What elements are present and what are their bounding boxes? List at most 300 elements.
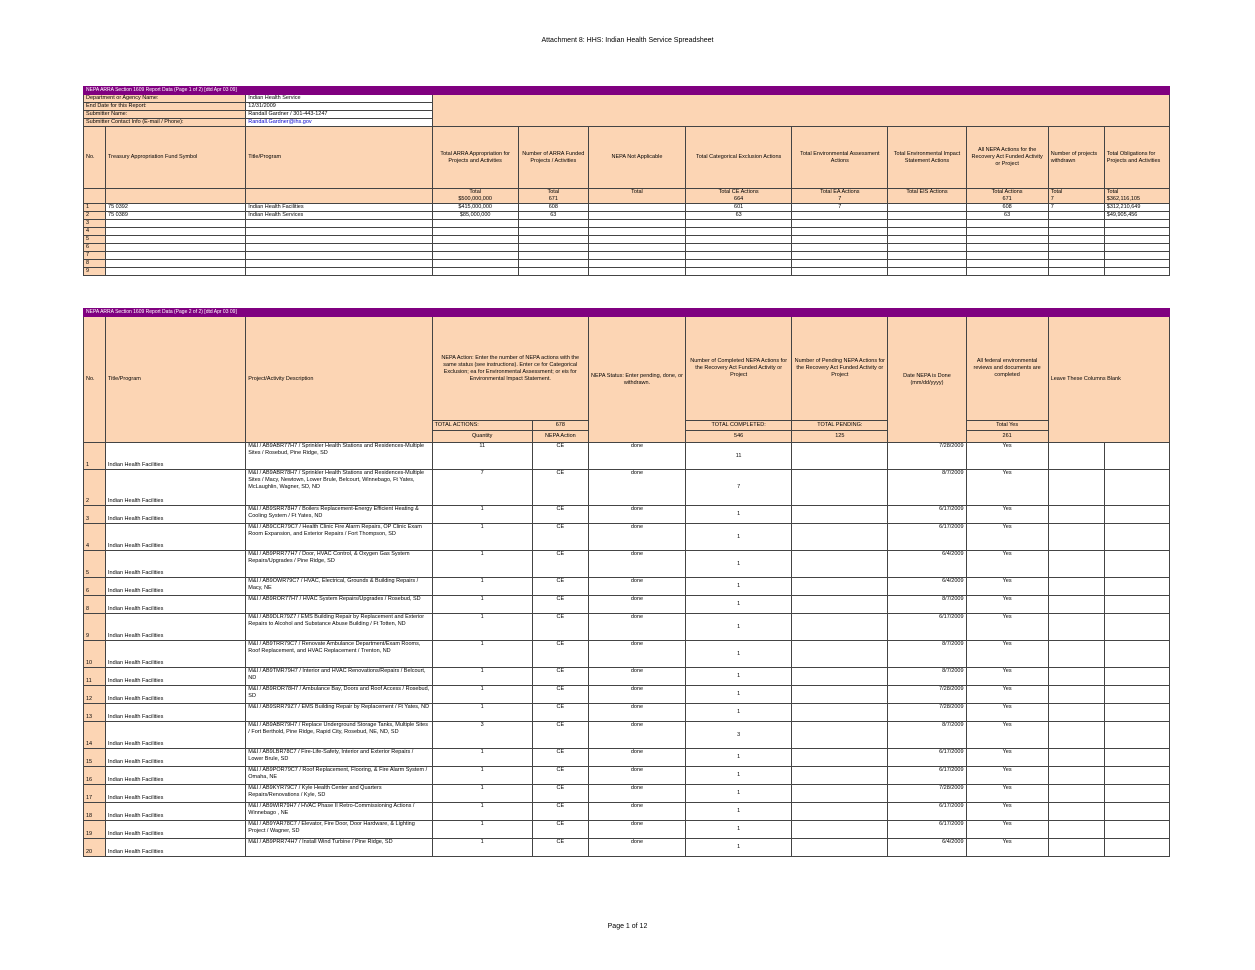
row-completed: 1 (686, 686, 792, 704)
row-blank (1048, 722, 1104, 749)
table-cell-obligations: $49,905,456 (1104, 212, 1169, 220)
row-status: done (588, 668, 685, 686)
row-blank (1104, 686, 1169, 704)
totals-label: Total (547, 189, 560, 195)
row-pending (792, 803, 888, 821)
table-cell-title: Indian Health Services (246, 212, 432, 220)
report-table-part1 (83, 86, 1170, 276)
row-pending (792, 668, 888, 686)
table-cell-ea (792, 220, 888, 228)
row-date: 6/17/2009 (888, 614, 966, 641)
row-blank (1048, 668, 1104, 686)
totals-value: $362,116,105 (1106, 196, 1141, 202)
row-quantity: 1 (432, 614, 532, 641)
row-completed: 1 (686, 749, 792, 767)
totals-value: 7 (838, 196, 842, 202)
row-status: done (588, 803, 685, 821)
table-cell-obligations (1104, 260, 1169, 268)
row-description: M&I / AB9ABR78H7 / Sprinkler Health Stations and Residences-Multiple Sites / Macy, Newtown, Lower Brule, Belcourt, Winnebago, Ft Yates, McLaughlin, Wagner, SD, ND (246, 470, 432, 506)
row-quantity: 1 (432, 551, 532, 578)
table-cell-title (246, 228, 432, 236)
row-pending (792, 578, 888, 596)
table-cell-na (588, 252, 685, 260)
row-pending (792, 785, 888, 803)
totals-cell (1048, 189, 1104, 204)
table-cell-tafs (106, 220, 246, 228)
table-cell-withdrawn: 7 (1048, 204, 1104, 212)
row-description: M&I / AB9SRR79Z7 / EMS Building Repair by Replacement / Ft Yates, ND (246, 704, 432, 722)
column-header: Total ARRA Appropriation for Projects and Activities (432, 127, 518, 189)
row-number: 1 (84, 443, 106, 470)
column-header-desc: Project/Activity Description (246, 317, 432, 443)
table-cell-funded (518, 260, 588, 268)
totals-reviews-label: Total Yes (966, 421, 1048, 431)
column-header-blank: Leave These Columns Blank (1048, 317, 1169, 443)
row-description: M&I / AB9PRR77H7 / Door, HVAC Control, & Oxygen Gas System Repairs/Upgrades / Pine Ridge, SD (246, 551, 432, 578)
table-cell-funded: 608 (518, 204, 588, 212)
row-completed: 1 (686, 704, 792, 722)
row-title: Indian Health Facilities (106, 641, 246, 668)
row-blank (1048, 578, 1104, 596)
row-completed: 1 (686, 668, 792, 686)
row-quantity: 1 (432, 821, 532, 839)
row-pending (792, 767, 888, 785)
table-cell-withdrawn (1048, 228, 1104, 236)
row-completed: 1 (686, 839, 792, 857)
row-nepa-action: CE (532, 839, 588, 857)
row-blank (1104, 524, 1169, 551)
row-reviews-done: Yes (966, 722, 1048, 749)
row-completed: 1 (686, 821, 792, 839)
row-completed: 1 (686, 614, 792, 641)
row-description: M&I / AB9LBR78C7 / Fire-Life-Safety, Interior and Exterior Repairs / Lower Brule, SD (246, 749, 432, 767)
row-number: 17 (84, 785, 106, 803)
row-title: Indian Health Facilities (106, 506, 246, 524)
row-nepa-action: CE (532, 767, 588, 785)
row-blank (1048, 803, 1104, 821)
row-reviews-done: Yes (966, 839, 1048, 857)
row-pending (792, 722, 888, 749)
row-pending (792, 749, 888, 767)
row-number: 16 (84, 767, 106, 785)
row-description: M&I / AB9KYR79C7 / Kyle Health Center and Quarters Repairs/Renovations / Kyle, SD (246, 785, 432, 803)
column-header: NEPA Not Applicable (588, 127, 685, 189)
column-header: Total Obligations for Projects and Activities (1104, 127, 1169, 189)
row-title: Indian Health Facilities (106, 785, 246, 803)
table-cell-no: 5 (84, 236, 106, 244)
table-row (84, 686, 1170, 704)
row-quantity: 1 (432, 785, 532, 803)
table-cell-approp (432, 252, 518, 260)
row-blank (1104, 668, 1169, 686)
table-cell-title (246, 252, 432, 260)
table-cell-withdrawn (1048, 268, 1104, 276)
row-title: Indian Health Facilities (106, 614, 246, 641)
table-cell-no: 2 (84, 212, 106, 220)
table-row (84, 821, 1170, 839)
row-nepa-action: CE (532, 821, 588, 839)
totals-empty (106, 189, 246, 204)
table-row (84, 268, 1170, 276)
table-row (84, 641, 1170, 668)
table-cell-withdrawn (1048, 260, 1104, 268)
column-header-no: No. (84, 317, 106, 443)
row-blank (1048, 767, 1104, 785)
column-header-reviews: All federal environmental reviews and documents are completed (966, 317, 1048, 421)
row-number: 6 (84, 578, 106, 596)
row-blank (1048, 686, 1104, 704)
table-row (84, 596, 1170, 614)
row-pending (792, 470, 888, 506)
column-header: Treasury Appropriation Fund Symbol (106, 127, 246, 189)
totals-pending-label: TOTAL PENDING: (792, 421, 888, 431)
row-pending (792, 506, 888, 524)
totals-actions-value: 678 (532, 421, 588, 431)
row-description: M&I / AB9ROR78H7 / Ambulance Bay, Doors and Roof Access / Rosebud, SD (246, 686, 432, 704)
table-cell-tafs (106, 268, 246, 276)
column-header-date: Date NEPA is Done (mm/dd/yyyy) (888, 317, 966, 443)
table-cell-ea (792, 252, 888, 260)
totals-value: 7 (1050, 196, 1054, 202)
table-row (84, 212, 1170, 220)
row-description: M&I / AB9PRR74H7 / Install Wind Turbine / Pine Ridge, SD (246, 839, 432, 857)
row-blank (1104, 785, 1169, 803)
table-cell-approp: $415,000,000 (432, 204, 518, 212)
row-date: 8/7/2009 (888, 470, 966, 506)
table-cell-tafs (106, 236, 246, 244)
row-quantity: 1 (432, 767, 532, 785)
info-label: Submitter Name: (84, 111, 246, 119)
table-cell-withdrawn (1048, 244, 1104, 252)
info-fill (432, 95, 1169, 127)
totals-label: Total (1106, 189, 1119, 195)
row-blank (1048, 785, 1104, 803)
row-date: 8/7/2009 (888, 596, 966, 614)
column-header: Number of ARRA Funded Projects / Activities (518, 127, 588, 189)
table-cell-approp (432, 220, 518, 228)
row-quantity: 1 (432, 686, 532, 704)
row-reviews-done: Yes (966, 470, 1048, 506)
row-nepa-action: CE (532, 749, 588, 767)
table-row (84, 506, 1170, 524)
row-description: M&I / AB9POR79C7 / Roof Replacement, Flooring, & Fire Alarm System / Omaha, NE (246, 767, 432, 785)
info-row (84, 95, 1170, 103)
row-status: done (588, 767, 685, 785)
row-blank (1048, 821, 1104, 839)
table-cell-no: 8 (84, 260, 106, 268)
row-quantity: 7 (432, 470, 532, 506)
table-cell-funded (518, 252, 588, 260)
row-date: 6/17/2009 (888, 524, 966, 551)
table-cell-no: 6 (84, 244, 106, 252)
row-pending (792, 704, 888, 722)
table-cell-ce (686, 252, 792, 260)
row-completed: 1 (686, 803, 792, 821)
document-title: Attachment 8: HHS: Indian Health Service Spreadsheet (541, 37, 714, 44)
row-blank (1048, 443, 1104, 470)
row-reviews-done: Yes (966, 614, 1048, 641)
table-cell-ce (686, 236, 792, 244)
table-cell-ea (792, 260, 888, 268)
row-number: 19 (84, 821, 106, 839)
row-date: 6/17/2009 (888, 506, 966, 524)
column-header: Total Environmental Impact Statement Actions (888, 127, 966, 189)
table-row (84, 722, 1170, 749)
row-date: 6/17/2009 (888, 803, 966, 821)
table-row (84, 252, 1170, 260)
row-reviews-done: Yes (966, 668, 1048, 686)
row-reviews-done: Yes (966, 641, 1048, 668)
table-cell-ea (792, 236, 888, 244)
row-blank (1104, 839, 1169, 857)
totals-cell (686, 189, 792, 204)
totals-value (890, 196, 963, 203)
table-cell-ce (686, 244, 792, 252)
row-completed: 3 (686, 722, 792, 749)
row-blank (1048, 749, 1104, 767)
table-cell-title (246, 244, 432, 252)
table-row (84, 668, 1170, 686)
table-cell-obligations (1104, 244, 1169, 252)
header-row (84, 127, 1170, 189)
totals-value: $500,000,000 (458, 196, 492, 202)
row-reviews-done: Yes (966, 524, 1048, 551)
row-status: done (588, 578, 685, 596)
row-description: M&I / AB9TRR79C7 / Renovate Ambulance Department/Exam Rooms, Roof Replacement, and HVAC Replacement / Trenton, ND (246, 641, 432, 668)
totals-cell (888, 189, 966, 204)
row-title: Indian Health Facilities (106, 722, 246, 749)
table-row (84, 204, 1170, 212)
table-cell-ea (792, 212, 888, 220)
info-label: Department or Agency Name: (84, 95, 246, 103)
table-row (84, 839, 1170, 857)
row-completed: 1 (686, 524, 792, 551)
column-header-pending: Number of Pending NEPA Actions for the Recovery Act Funded Activity or Project (792, 317, 888, 421)
row-number: 5 (84, 551, 106, 578)
report-table-part2 (83, 308, 1170, 857)
table-cell-obligations: $312,210,649 (1104, 204, 1169, 212)
table-cell-tafs (106, 252, 246, 260)
totals-cell (1104, 189, 1169, 204)
row-blank (1104, 551, 1169, 578)
table-cell-eis (888, 252, 966, 260)
row-blank (1104, 704, 1169, 722)
row-number: 4 (84, 524, 106, 551)
row-status: done (588, 524, 685, 551)
info-label: End Date for this Report: (84, 103, 246, 111)
table-cell-ce: 601 (686, 204, 792, 212)
row-completed: 1 (686, 641, 792, 668)
totals-cell (518, 189, 588, 204)
row-status: done (588, 749, 685, 767)
row-blank (1048, 641, 1104, 668)
subhead-quantity: Quantity (432, 431, 532, 443)
table-cell-na (588, 204, 685, 212)
totals-label: Total EA Actions (820, 189, 860, 195)
row-nepa-action: CE (532, 803, 588, 821)
table-cell-tafs: 75 0392 (106, 204, 246, 212)
row-nepa-action: CE (532, 704, 588, 722)
row-title: Indian Health Facilities (106, 470, 246, 506)
row-description: M&I / AB9ABR79H7 / Replace Underground Storage Tanks, Multiple Sites / Fort Berthold, Pine Ridge, Rapid City, Rosebud, NE, ND, SD (246, 722, 432, 749)
row-quantity: 1 (432, 803, 532, 821)
totals-row (84, 189, 1170, 204)
row-blank (1048, 839, 1104, 857)
section-band-row (84, 309, 1170, 317)
table-cell-funded (518, 228, 588, 236)
table-cell-ea (792, 268, 888, 276)
row-blank (1104, 749, 1169, 767)
row-description: M&I / AB9YAR78C7 / Elevator, Fire Door, Door Hardware, & Lighting Project / Wagner, SD (246, 821, 432, 839)
row-pending (792, 443, 888, 470)
row-reviews-done: Yes (966, 443, 1048, 470)
row-nepa-action: CE (532, 506, 588, 524)
table-cell-ce (686, 220, 792, 228)
table-cell-na (588, 244, 685, 252)
table-cell-na (588, 268, 685, 276)
row-date: 6/4/2009 (888, 551, 966, 578)
row-quantity: 1 (432, 524, 532, 551)
info-value[interactable]: Randall.Gardner@ihs.gov (246, 119, 432, 127)
table-cell-eis (888, 212, 966, 220)
row-title: Indian Health Facilities (106, 578, 246, 596)
table-cell-ce (686, 260, 792, 268)
row-reviews-done: Yes (966, 686, 1048, 704)
row-status: done (588, 704, 685, 722)
table-cell-obligations (1104, 220, 1169, 228)
row-pending (792, 686, 888, 704)
table-row (84, 443, 1170, 470)
row-description: M&I / AB9CCR79C7 / Health Clinic Fire Alarm Repairs, OP Clinic Exam Room Expansion, and Exterior Repairs / Fort Thompson, SD (246, 524, 432, 551)
row-nepa-action: CE (532, 686, 588, 704)
table-cell-all: 608 (966, 204, 1048, 212)
row-nepa-action: CE (532, 785, 588, 803)
row-reviews-done: Yes (966, 767, 1048, 785)
table-cell-tafs: 75 0389 (106, 212, 246, 220)
totals-value: 671 (1002, 196, 1012, 202)
table-row (84, 704, 1170, 722)
table-cell-all (966, 268, 1048, 276)
info-label: Submitter Contact Info (E-mail / Phone): (84, 119, 246, 127)
row-quantity: 1 (432, 668, 532, 686)
table-cell-funded (518, 268, 588, 276)
table-cell-na (588, 228, 685, 236)
column-header: Number of projects withdrawn (1048, 127, 1104, 189)
totals-label: Total (1050, 189, 1063, 195)
row-blank (1104, 803, 1169, 821)
row-status: done (588, 785, 685, 803)
row-reviews-done: Yes (966, 785, 1048, 803)
row-title: Indian Health Facilities (106, 767, 246, 785)
subhead-completed: 546 (686, 431, 792, 443)
table-cell-tafs (106, 260, 246, 268)
row-number: 3 (84, 506, 106, 524)
table-cell-tafs (106, 244, 246, 252)
column-header: Total Categorical Exclusion Actions (686, 127, 792, 189)
row-reviews-done: Yes (966, 578, 1048, 596)
row-pending (792, 596, 888, 614)
info-value: 12/31/2009 (246, 103, 432, 111)
row-quantity: 1 (432, 506, 532, 524)
table-cell-approp (432, 268, 518, 276)
row-nepa-action: CE (532, 551, 588, 578)
row-description: M&I / AB9ABR77H7 / Sprinkler Health Stations and Residences-Multiple Sites / Rosebud, Pine Ridge, SD (246, 443, 432, 470)
row-nepa-action: CE (532, 614, 588, 641)
row-nepa-action: CE (532, 641, 588, 668)
row-quantity: 1 (432, 749, 532, 767)
row-date: 7/28/2009 (888, 443, 966, 470)
table-cell-all: 63 (966, 212, 1048, 220)
row-date: 6/4/2009 (888, 578, 966, 596)
table-cell-eis (888, 260, 966, 268)
row-quantity: 1 (432, 641, 532, 668)
table-row (84, 220, 1170, 228)
row-status: done (588, 722, 685, 749)
table-cell-no: 4 (84, 228, 106, 236)
totals-value (591, 196, 683, 203)
table-cell-title (246, 260, 432, 268)
info-value: Randall Gardner / 301-443-1247 (246, 111, 432, 119)
table-cell-eis (888, 244, 966, 252)
row-nepa-action: CE (532, 596, 588, 614)
table-cell-no: 7 (84, 252, 106, 260)
row-number: 15 (84, 749, 106, 767)
row-title: Indian Health Facilities (106, 443, 246, 470)
table-cell-approp (432, 236, 518, 244)
row-quantity: 11 (432, 443, 532, 470)
row-pending (792, 614, 888, 641)
totals-cell (966, 189, 1048, 204)
row-status: done (588, 839, 685, 857)
row-blank (1104, 722, 1169, 749)
header-row (84, 317, 1170, 421)
row-reviews-done: Yes (966, 596, 1048, 614)
row-title: Indian Health Facilities (106, 668, 246, 686)
table-cell-funded: 63 (518, 212, 588, 220)
table-cell-eis (888, 204, 966, 212)
table-row (84, 614, 1170, 641)
table-cell-approp (432, 228, 518, 236)
column-header: Title/Program (246, 127, 432, 189)
table-cell-all (966, 252, 1048, 260)
totals-label: Total EIS Actions (906, 189, 948, 195)
column-header-action: NEPA Action: Enter the number of NEPA actions with the same status (see instructions). Enter ce for Categorical Exclusion; ea for Environmental Assessment; or eis for Environmental Impact Statement. (432, 317, 588, 421)
table-cell-ea (792, 228, 888, 236)
table-cell-approp (432, 244, 518, 252)
row-pending (792, 821, 888, 839)
row-title: Indian Health Facilities (106, 821, 246, 839)
row-status: done (588, 506, 685, 524)
row-blank (1048, 596, 1104, 614)
table-cell-no: 9 (84, 268, 106, 276)
row-status: done (588, 443, 685, 470)
row-blank (1104, 614, 1169, 641)
table-row (84, 260, 1170, 268)
table-cell-all (966, 236, 1048, 244)
table-row (84, 244, 1170, 252)
row-title: Indian Health Facilities (106, 551, 246, 578)
row-pending (792, 839, 888, 857)
totals-label: Total Actions (991, 189, 1023, 195)
table-cell-funded (518, 244, 588, 252)
row-description: M&I / AB9WIR79H7 / HVAC Phase II Retro-Commissioning Actions / Winnebago , NE (246, 803, 432, 821)
row-status: done (588, 596, 685, 614)
row-date: 6/17/2009 (888, 767, 966, 785)
table-row (84, 524, 1170, 551)
subhead-nepa-action: NEPA Action (532, 431, 588, 443)
totals-cell (792, 189, 888, 204)
row-date: 8/7/2009 (888, 641, 966, 668)
